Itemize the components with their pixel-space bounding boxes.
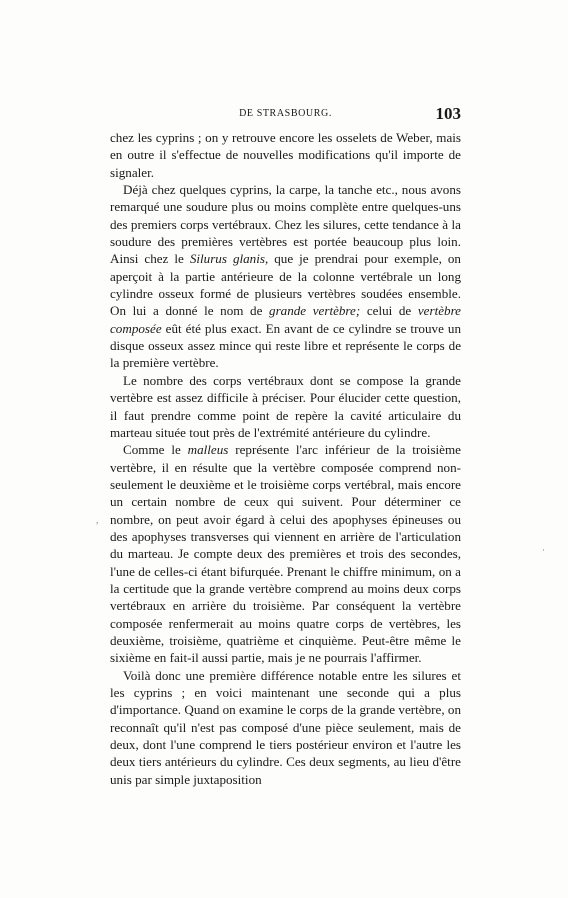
running-head (110, 106, 461, 128)
running-title: DE STRASBOURG. (239, 108, 332, 119)
page-number: 103 (435, 104, 461, 123)
paragraph-2 (110, 181, 461, 372)
paragraph-4-italic-malleus: malleus (187, 442, 229, 458)
paragraph-2-text-before: Déjà chez quelques cyprins, la carpe, la tanche etc., nous avons remarqué une soudure plus ou moins complète entre quelques-uns des premiers corps vertébraux. Chez les silures, cette tendance à la soudure des premières vertèbres est portée beaucoup plus loin. Ainsi chez le (110, 182, 461, 267)
paragraph-2-italic-grande-vertebre: grande vertèbre; (269, 303, 361, 319)
paragraph-4-text-before: Comme le (123, 442, 188, 458)
paragraph-2-text-mid-2: celui de (360, 303, 418, 319)
paragraph-3 (110, 372, 461, 441)
paragraph-2-italic-vertebre-composee: vertèbre composée (110, 303, 461, 336)
paragraph-2-text-after: eût été plus exact. En avant de ce cylindre se trouve un disque osseux assez mince qui reste libre et représente le corps de la première vertèbre. (110, 320, 461, 371)
paragraph-3-text: Le nombre des corps vertébraux dont se compose la grande vertèbre est assez difficile à préciser. Pour élucider cette question, il faut prendre comme point de repère la cavité articulaire du marteau située tout près de l'extrémité antérieure du cylindre. (110, 372, 461, 440)
paragraph-1 (110, 129, 461, 181)
paragraph-5-text: Voilà donc une première différence notable entre les silures et les cyprins ; en voici maintenant une seconde qui a plus d'importance. Quand on examine le corps de la grande vertèbre, on reconnaît qu'il n'est pas composé d'une pièce seulement, mais de deux, dont l'une comprend le tiers postérieur environ et l'autre les deux tiers antérieurs du cylindre. Ces deux segments, au lieu d'être unis par simple juxtaposition (110, 667, 461, 787)
stray-mark: , (96, 515, 99, 525)
paragraph-1-text: chez les cyprins ; on y retrouve encore les osselets de Weber, mais en outre il s'effectue de nouvelles modifications qu'il importe de signaler. (110, 130, 461, 180)
stray-mark: · (542, 545, 545, 555)
paragraph-5 (110, 667, 461, 788)
body-text (110, 129, 461, 788)
paragraph-2-text-mid-1: , que je prendrai pour exemple, on aperçoit à la partie antérieure de la colonne vertébrale un long cylindre osseux formé de plusieurs vertèbres soudées ensemble. On lui a donné le nom de (110, 251, 461, 319)
paragraph-2-italic-silurus-glanis: Silurus glanis (189, 251, 265, 267)
paragraph-4-text-after: représente l'arc inférieur de la troisième vertèbre, il en résulte que la vertèbre composée comprend non-seulement le deuxième et le troisième corps vertébral, mais encore un certain nombre de ceux qui suivent. Pour déterminer ce nombre, on peut avoir égard à celui des apophyses épineuses ou des apophyses transverses qui viennent en arrière de l'articulation du marteau. Je compte deux des premières et trois des secondes, l'une de celles-ci étant bifurquée. Prenant le chiffre minimum, on a la certitude que la grande vertèbre comprend au moins deux corps vertébraux en arrière du troisième. Par conséquent la vertèbre composée renfermerait au moins quatre corps de vertèbres, les deuxième, troisième, quatrième et cinquième. Peut-être même le sixième en fait-il aussi partie, mais je ne pourrais l'affirmer. (110, 442, 461, 666)
paragraph-4 (110, 441, 461, 666)
